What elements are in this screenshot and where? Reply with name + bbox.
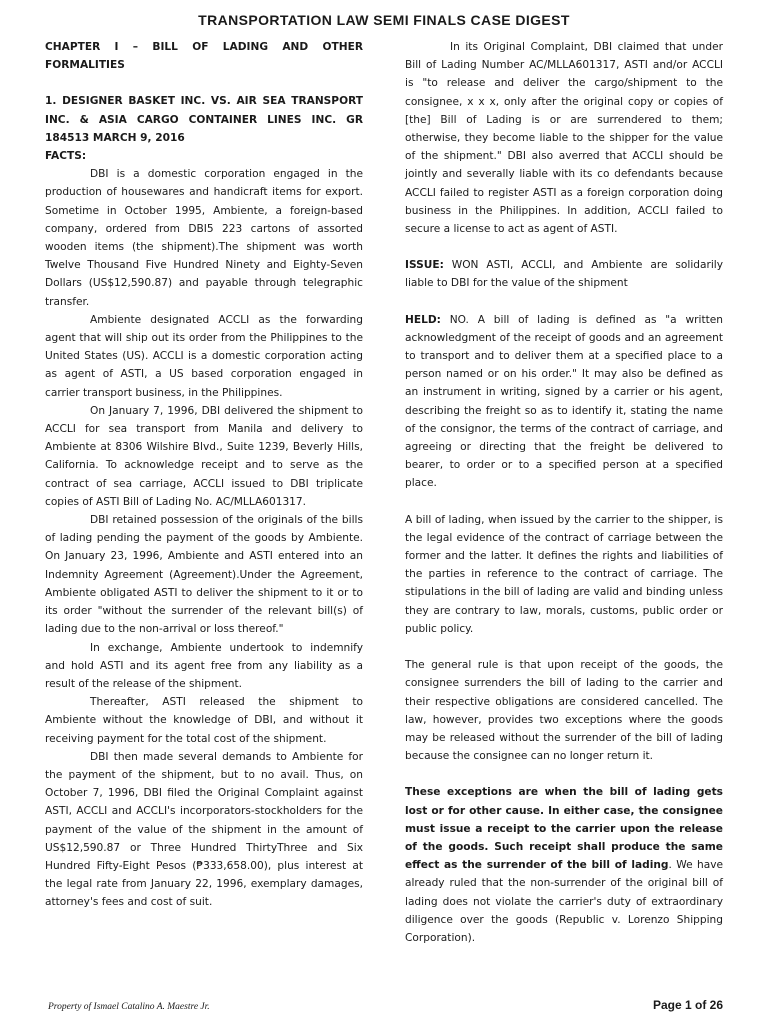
right-column [405,38,723,947]
complaint-paragraph: In its Original Complaint, DBI claimed that under Bill of Lading Number AC/MLLA601317, ASTI and/or ACCLI is "to release and deliver the cargo/shipment to the consignee, x x x, only after the original copy or copies of [the] Bill of Lading is or are surrendered to them; otherwise, they become liable to the shipper for the value of the shipment." DBI also averred that ACCLI should be jointly and severally liable with its co defendants because ACCLI failed to register ASTI as a foreign corporation doing business in the Philippines. In addition, ACCLI failed to secure a license to act as agent of ASTI. [405,41,723,236]
held-paragraph [405,311,723,493]
exceptions-rest-text: . We have already ruled that the non-surrender of the original bill of lading does not violate the carrier's duty of extraordinary diligence over the goods (Republic v. Lorenzo Shipping Corporation). [405,859,723,944]
bill-of-lading-paragraph: A bill of lading, when issued by the carrier to the shipper, is the legal evidence of the contract of carriage between the former and the latter. It defines the rights and liabilities of the parties in reference to the contract of carriage. The stipulations in the bill of lading are valid and binding unless they are contrary to law, morals, customs, public order or public policy. [405,513,723,635]
exceptions-paragraph [405,783,723,947]
issue-text: WON ASTI, ACCLI, and Ambiente are solidarily liable to DBI for the value of the shipment [405,259,723,290]
held-text: NO. A bill of lading is defined as "a written acknowledgment of the receipt of goods and an agreement to transport and to deliver them at a specified place to a person named or on his order." It may also be defined as an instrument in writing, signed by a carrier or his agent, describing the freight so as to identify it, stating the name of the consignor, the terms of the contract of carriage, and agreeing or directing that the freight be delivered to bearer, to order or to a specified person at a specified place. [405,313,723,490]
held-label: HELD: [405,313,441,326]
facts-paragraph-4: DBI retained possession of the originals of the bills of lading pending the payment of the goods by Ambiente. On January 23, 1996, Ambiente and ASTI entered into an Indemnity Agreement (Agreement).Under the Agreement, Ambiente obligated ASTI to deliver the shipment to it or to its order "without the surrender of the relevant bill(s) of lading due to the non-arrival or loss thereof." [45,514,363,636]
chapter-heading: CHAPTER I – BILL OF LADING AND OTHER FORMALITIES [45,41,363,72]
left-column [45,38,363,912]
case-title: 1. DESIGNER BASKET INC. VS. AIR SEA TRANSPORT INC. & ASIA CARGO CONTAINER LINES INC. GR 184513 MARCH 9, 2016 [45,95,363,144]
facts-paragraph-2: Ambiente designated ACCLI as the forwarding agent that will ship out its order from the Philippines to the United States (US). ACCLI is a domestic corporation acting as agent of ASTI, a US based corporation engaged in carrier transport business, in the Philippines. [45,313,363,399]
footer-page-number: Page 1 of 26 [652,998,723,1012]
footer-property: Property of Ismael Catalino A. Maestre Jr. [48,1002,210,1012]
exceptions-bold-text: These exceptions are when the bill of lading gets lost or for other cause. In either case, the consignee must issue a receipt to the carrier upon the release of the goods. Such receipt shall produce the same effect as the surrender of the bill of lading [405,786,723,872]
facts-label: FACTS: [45,150,87,163]
facts-paragraph-1: DBI is a domestic corporation engaged in the production of housewares and handicraft items for export. Sometime in October 1995, Ambiente, a foreign-based company, ordered from DBI5 223 cartons of assorted wooden items (the shipment).The shipment was worth Twelve Thousand Five Hundred Ninety and Eighty-Seven Dollars (US$12,590.87) and payable through telegraphic transfer. [45,168,363,308]
page-title: TRANSPORTATION LAW SEMI FINALS CASE DIGEST [198,12,570,28]
issue-label: ISSUE: [405,259,444,272]
facts-paragraph-7: DBI then made several demands to Ambiente for the payment of the shipment, but to no avail. Thus, on October 7, 1996, DBI filed the Original Complaint against ASTI, ACCLI and ACCLI's incorporators-stockholders for the payment of the value of the shipment in the amount of US$12,590.87 or Three Hundred ThirtyThree and Six Hundred Fifty-Eight Pesos (₱333,658.00), plus interest at the legal rate from January 22, 1996, exemplary damages, attorney's fees and cost of suit. [45,750,363,909]
facts-paragraph-5: In exchange, Ambiente undertook to indemnify and hold ASTI and its agent free from any liability as a result of the release of the shipment. [45,641,363,690]
issue-paragraph [405,256,723,292]
facts-paragraph-3: On January 7, 1996, DBI delivered the shipment to ACCLI for sea transport from Manila and delivery to Ambiente at 8306 Wilshire Blvd., Suite 1239, Beverly Hills, California. To acknowledge receipt and to serve as the contract of sea carriage, ACCLI issued to DBI triplicate copies of ASTI Bill of Lading No. AC/MLLA601317. [45,404,363,508]
general-rule-paragraph: The general rule is that upon receipt of the goods, the consignee surrenders the bill of lading to the carrier and their respective obligations are considered cancelled. The law, however, provides two exceptions where the goods may be released without the surrender of the bill of lading because the consignee can no longer return it. [405,659,723,763]
facts-paragraph-6: Thereafter, ASTI released the shipment to Ambiente without the knowledge of DBI, and without it receiving payment for the total cost of the shipment. [45,696,363,745]
